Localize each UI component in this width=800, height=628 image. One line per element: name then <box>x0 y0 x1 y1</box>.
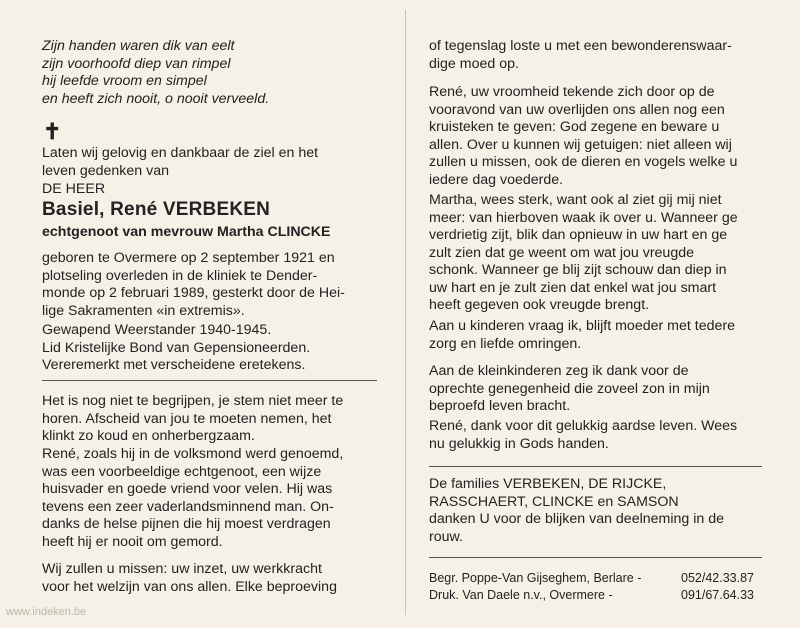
right-paragraph-6 <box>429 418 766 453</box>
text-line: of tegenslag loste u met een bewonderenswaar- <box>429 38 732 54</box>
separator <box>42 380 377 381</box>
text-line: huisvader en goede vriend voor velen. Hij was <box>42 481 333 497</box>
birth-death-line: lige Sakramenten «in extremis». <box>42 302 245 319</box>
watermark: www.indeken.be <box>6 606 87 618</box>
poem-line: zijn voorhoofd diep van rimpel <box>42 55 231 72</box>
affiliation-line: Vereremerkt met verscheidene eretekens. <box>42 357 306 373</box>
text-line: danks de helse pijnen die hij moest verdragen <box>42 516 331 532</box>
right-paragraph-1 <box>429 38 766 73</box>
poem-line: hij leefde vroom en simpel <box>42 73 207 89</box>
text-line: schonk. Wanneer ge blij zijt schouw dan diep in <box>429 262 727 278</box>
credit-phone: 052/42.33.87 <box>681 571 754 585</box>
credit-text: Druk. Van Daele n.v., Overmere - <box>429 588 613 602</box>
text-line: heeft gegeven ook vreugde brengt. <box>429 297 650 313</box>
text-line: uw hart en je zult zien dat enkel wat jou smart <box>429 279 717 296</box>
separator <box>429 466 762 467</box>
right-paragraph-3 <box>429 192 766 315</box>
text-line: voor het welzijn van ons allen. Elke beproeving <box>42 578 337 595</box>
text-line: Het is nog niet te begrijpen, je stem niet meer te <box>42 393 344 409</box>
paragraph-3 <box>42 561 382 596</box>
affiliation-line: Gewapend Weerstander 1940-1945. <box>42 322 272 338</box>
text-line: René, dank voor dit gelukkig aardse leven. Wees <box>429 418 738 434</box>
intro-line: Laten wij gelovig en dankbaar de ziel en het <box>42 145 319 161</box>
text-line: Aan de kleinkinderen zeg ik dank voor de <box>429 363 689 379</box>
birth-death-line: monde op 2 februari 1989, gesterkt door de Hei- <box>42 285 345 301</box>
right-paragraph-4 <box>429 318 766 353</box>
families <box>429 476 766 546</box>
text-line: Wij zullen u missen: uw inzet, uw werkkracht <box>42 561 322 577</box>
text-line: oprechte genegenheid die zoveel zon in mijn <box>429 380 710 397</box>
paragraph-2 <box>42 446 382 551</box>
poem-line: en heeft zich nooit, o nooit verveeld. <box>42 90 270 107</box>
birth-death-line: plotseling overleden in de kliniek te Dender- <box>42 267 318 284</box>
text-line: iedere dag voederde. <box>429 171 564 188</box>
credits <box>429 570 754 604</box>
credit-line <box>429 570 754 587</box>
text-line: kruisteken te geven: God zegene en beware u <box>429 119 720 135</box>
text-line: tevens een zeer vaderlandsminnend man. On- <box>42 498 334 515</box>
text-line: danken U voor de blijken van deelneming in de <box>429 511 724 527</box>
text-line: Martha, wees sterk, want ook al ziet gij mij niet <box>429 192 722 208</box>
text-line: De families VERBEKEN, DE RIJCKE, <box>429 476 667 492</box>
text-line: René, zoals hij in de volksmond werd genoemd, <box>42 446 344 462</box>
text-line: zult zien dat ge weent om wat jou vreugde <box>429 244 694 261</box>
credit-phone: 091/67.64.33 <box>681 588 754 602</box>
text-line: heeft hij er nooit om gemord. <box>42 533 223 550</box>
text-line: René, uw vroomheid tekende zich door op de <box>429 84 715 100</box>
text-line: beproefd leven bracht. <box>429 398 571 414</box>
paragraph-1 <box>42 393 382 446</box>
title: DE HEER <box>42 181 106 197</box>
column-divider <box>405 10 406 615</box>
text-line: rouw. <box>429 528 463 545</box>
affiliation-line: Lid Kristelijke Bond van Gepensioneerden. <box>42 339 311 356</box>
deceased-name: Basiel, René VERBEKEN <box>42 199 271 220</box>
cross-icon: ✝ <box>43 119 62 144</box>
separator <box>429 557 762 558</box>
text-line: allen. Over u kunnen wij getuigen: niet alleen wij <box>429 136 732 153</box>
affiliations <box>42 322 382 375</box>
spouse-line: echtgenoot van mevrouw Martha CLINCKE <box>42 224 331 240</box>
text-line: horen. Afscheid van jou te moeten nemen, het <box>42 410 332 427</box>
intro <box>42 145 382 180</box>
text-line: dige moed op. <box>429 55 519 72</box>
text-line: klinkt zo koud en onherbergzaam. <box>42 428 255 444</box>
text-line: nu gelukkig in Gods handen. <box>429 435 609 452</box>
credit-line <box>429 587 754 604</box>
text-line: meer: van hierboven waak ik over u. Wanneer ge <box>429 209 738 226</box>
text-line: RASSCHAERT, CLINCKE en SAMSON <box>429 493 679 510</box>
right-paragraph-5 <box>429 363 766 416</box>
right-paragraph-2 <box>429 84 766 189</box>
text-line: was een voorbeeldige echtgenoot, een wijze <box>42 463 322 480</box>
poem <box>42 38 382 108</box>
text-line: Aan u kinderen vraag ik, blijft moeder met tedere <box>429 318 735 334</box>
text-line: zullen u missen, ook de dieren en vogels welke u <box>429 154 738 170</box>
text-line: verdrietig zijt, blik dan opnieuw in uw hart en ge <box>429 227 728 243</box>
text-line: zorg en liefde omringen. <box>429 335 582 352</box>
poem-line: Zijn handen waren dik van eelt <box>42 38 235 54</box>
credit-text: Begr. Poppe-Van Gijseghem, Berlare - <box>429 571 642 585</box>
text-line: vooravond van uw overlijden ons allen nog een <box>429 101 725 118</box>
birth-death-line: geboren te Overmere op 2 september 1921 en <box>42 250 335 266</box>
intro-line: leven gedenken van <box>42 162 170 179</box>
birth-death <box>42 250 382 320</box>
